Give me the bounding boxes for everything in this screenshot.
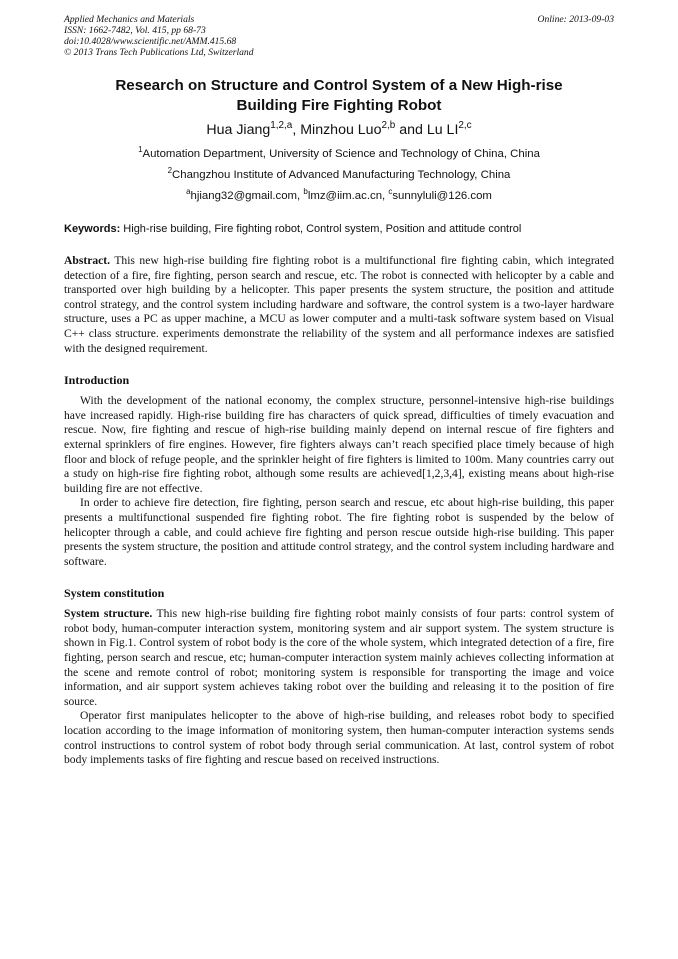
email-link[interactable]: lmz@iim.ac.cn, [307, 190, 389, 202]
author-list [64, 120, 614, 140]
author-separator: , [292, 122, 301, 138]
affiliation [64, 167, 614, 183]
affiliation-text: Changzhou Institute of Advanced Manufacturing Technology, China [172, 169, 511, 181]
affiliation-text: Automation Department, University of Science and Technology of China, China [142, 148, 540, 160]
author-separator: and [395, 122, 427, 138]
keywords [64, 222, 614, 236]
author-name: Minzhou Luo [300, 122, 382, 138]
online-date: Online: 2013-09-03 [537, 14, 614, 25]
author-affil-sup: 1,2,a [270, 120, 293, 132]
journal-header [64, 14, 614, 58]
section-heading-system-constitution: System constitution [64, 586, 165, 601]
email-link[interactable]: sunnyluli@126.com [392, 190, 492, 202]
journal-name: Applied Mechanics and Materials [64, 14, 195, 25]
body-paragraph: In order to achieve fire detection, fire fighting, person search and rescue, etc about high-rise building, this paper presents a multifunctional suspended fire fighting robot. The fire fighting robot is suspended by the below of helicopter through a cable, and could achieve fire fighting and person rescue outside high-rise building. This paper presents the system structure, the position and attitude control strategy, and the control system including hardware and software. [64, 496, 614, 568]
abstract [64, 254, 614, 356]
section-heading-introduction: Introduction [64, 373, 130, 388]
keywords-label: Keywords: [64, 223, 121, 235]
paragraph-text: This new high-rise building fire fighting robot mainly consists of four parts: control system of robot body, human-computer interaction system, monitoring system and air support system. The system structure is shown in Fig.1. Control system of robot body is the core of the whole system, which integrated detection of a fire, fire fighting, person search and rescue, etc; human-computer interaction system mainly achieves collecting information at the scene and remote control of robot; monitoring system is responsible for transporting the image and voice information, and air support system achieves taking robot over the building and releasing it to the position of fire source. [64, 607, 614, 708]
body-paragraph: With the development of the national economy, the complex structure, personnel-intensive high-rise buildings have increased rapidly. High-rise building fire has characters of quick spread, difficulties of timely evacuation and rescue. Now, fire fighting and rescue of high-rise building mainly depend on internal rescue of fire fighters and external sprinklers of fire engines. However, fire fighters always can’t reach specified place timely because of high floor and block of refuge people, and the sprinkler height of fire fighters is limited to 100m. Many countries carry out a study on high-rise fire fighting robot, although some results are achieved[1,2,3,4], existing means about high-rise building fire are not effective. [64, 394, 614, 495]
author-name: Hua Jiang [206, 122, 271, 138]
body-paragraph: Operator first manipulates helicopter to the above of high-rise building, and releases robot body to specified location according to the image information of monitoring system, then human-computer interaction systems sends control instructions to control system of robot body through serial communication. At last, control system of robot body implements tasks of fire fighting and rescue based on received instructions. [64, 709, 614, 767]
email-link[interactable]: hjiang32@gmail.com, [190, 190, 304, 202]
runin-heading: System structure. [64, 607, 153, 621]
issn-line: ISSN: 1662-7482, Vol. 415, pp 68-73 [64, 25, 206, 36]
email-sup: a [186, 187, 191, 197]
email-list [64, 188, 614, 204]
abstract-label: Abstract. [64, 254, 111, 267]
keywords-text: High-rise building, Fire fighting robot, Control system, Position and attitude control [120, 223, 522, 235]
affiliation-sup: 1 [138, 145, 143, 155]
email-sup: c [388, 187, 393, 197]
author-affil-sup: 2,b [381, 120, 396, 132]
paper-title: Research on Structure and Control System of a New High-rise Building Fire Fighting Robot [115, 77, 563, 114]
email-sup: b [303, 187, 308, 197]
affiliation [64, 146, 614, 162]
author-affil-sup: 2,c [458, 120, 472, 132]
body-paragraph [64, 607, 614, 709]
doi-line: doi:10.4028/www.scientific.net/AMM.415.68 [64, 36, 237, 47]
author-name: Lu LI [426, 122, 459, 138]
copyright-line: © 2013 Trans Tech Publications Ltd, Switzerland [64, 47, 254, 58]
abstract-text: This new high-rise building fire fighting robot is a multifunctional fire fighting cabin, which integrated detection of a fire, fire fighting, person search and rescue, etc. The robot is connected with helicopter by a cable and transported over high building by a helicopter. This paper presents the system structure, the position and attitude control strategy, and the control system including hardware and software, the control system is a two-layer hardware structure, uses a PC as upper machine, a MCU as lower computer and a multi-task software system based on Visual C++ class structure. experiments demonstrate the reliability of the system and all performance indexes are satisfied with the designed requirement. [64, 254, 614, 355]
journal-info [64, 14, 254, 58]
affiliation-sup: 2 [167, 166, 173, 176]
